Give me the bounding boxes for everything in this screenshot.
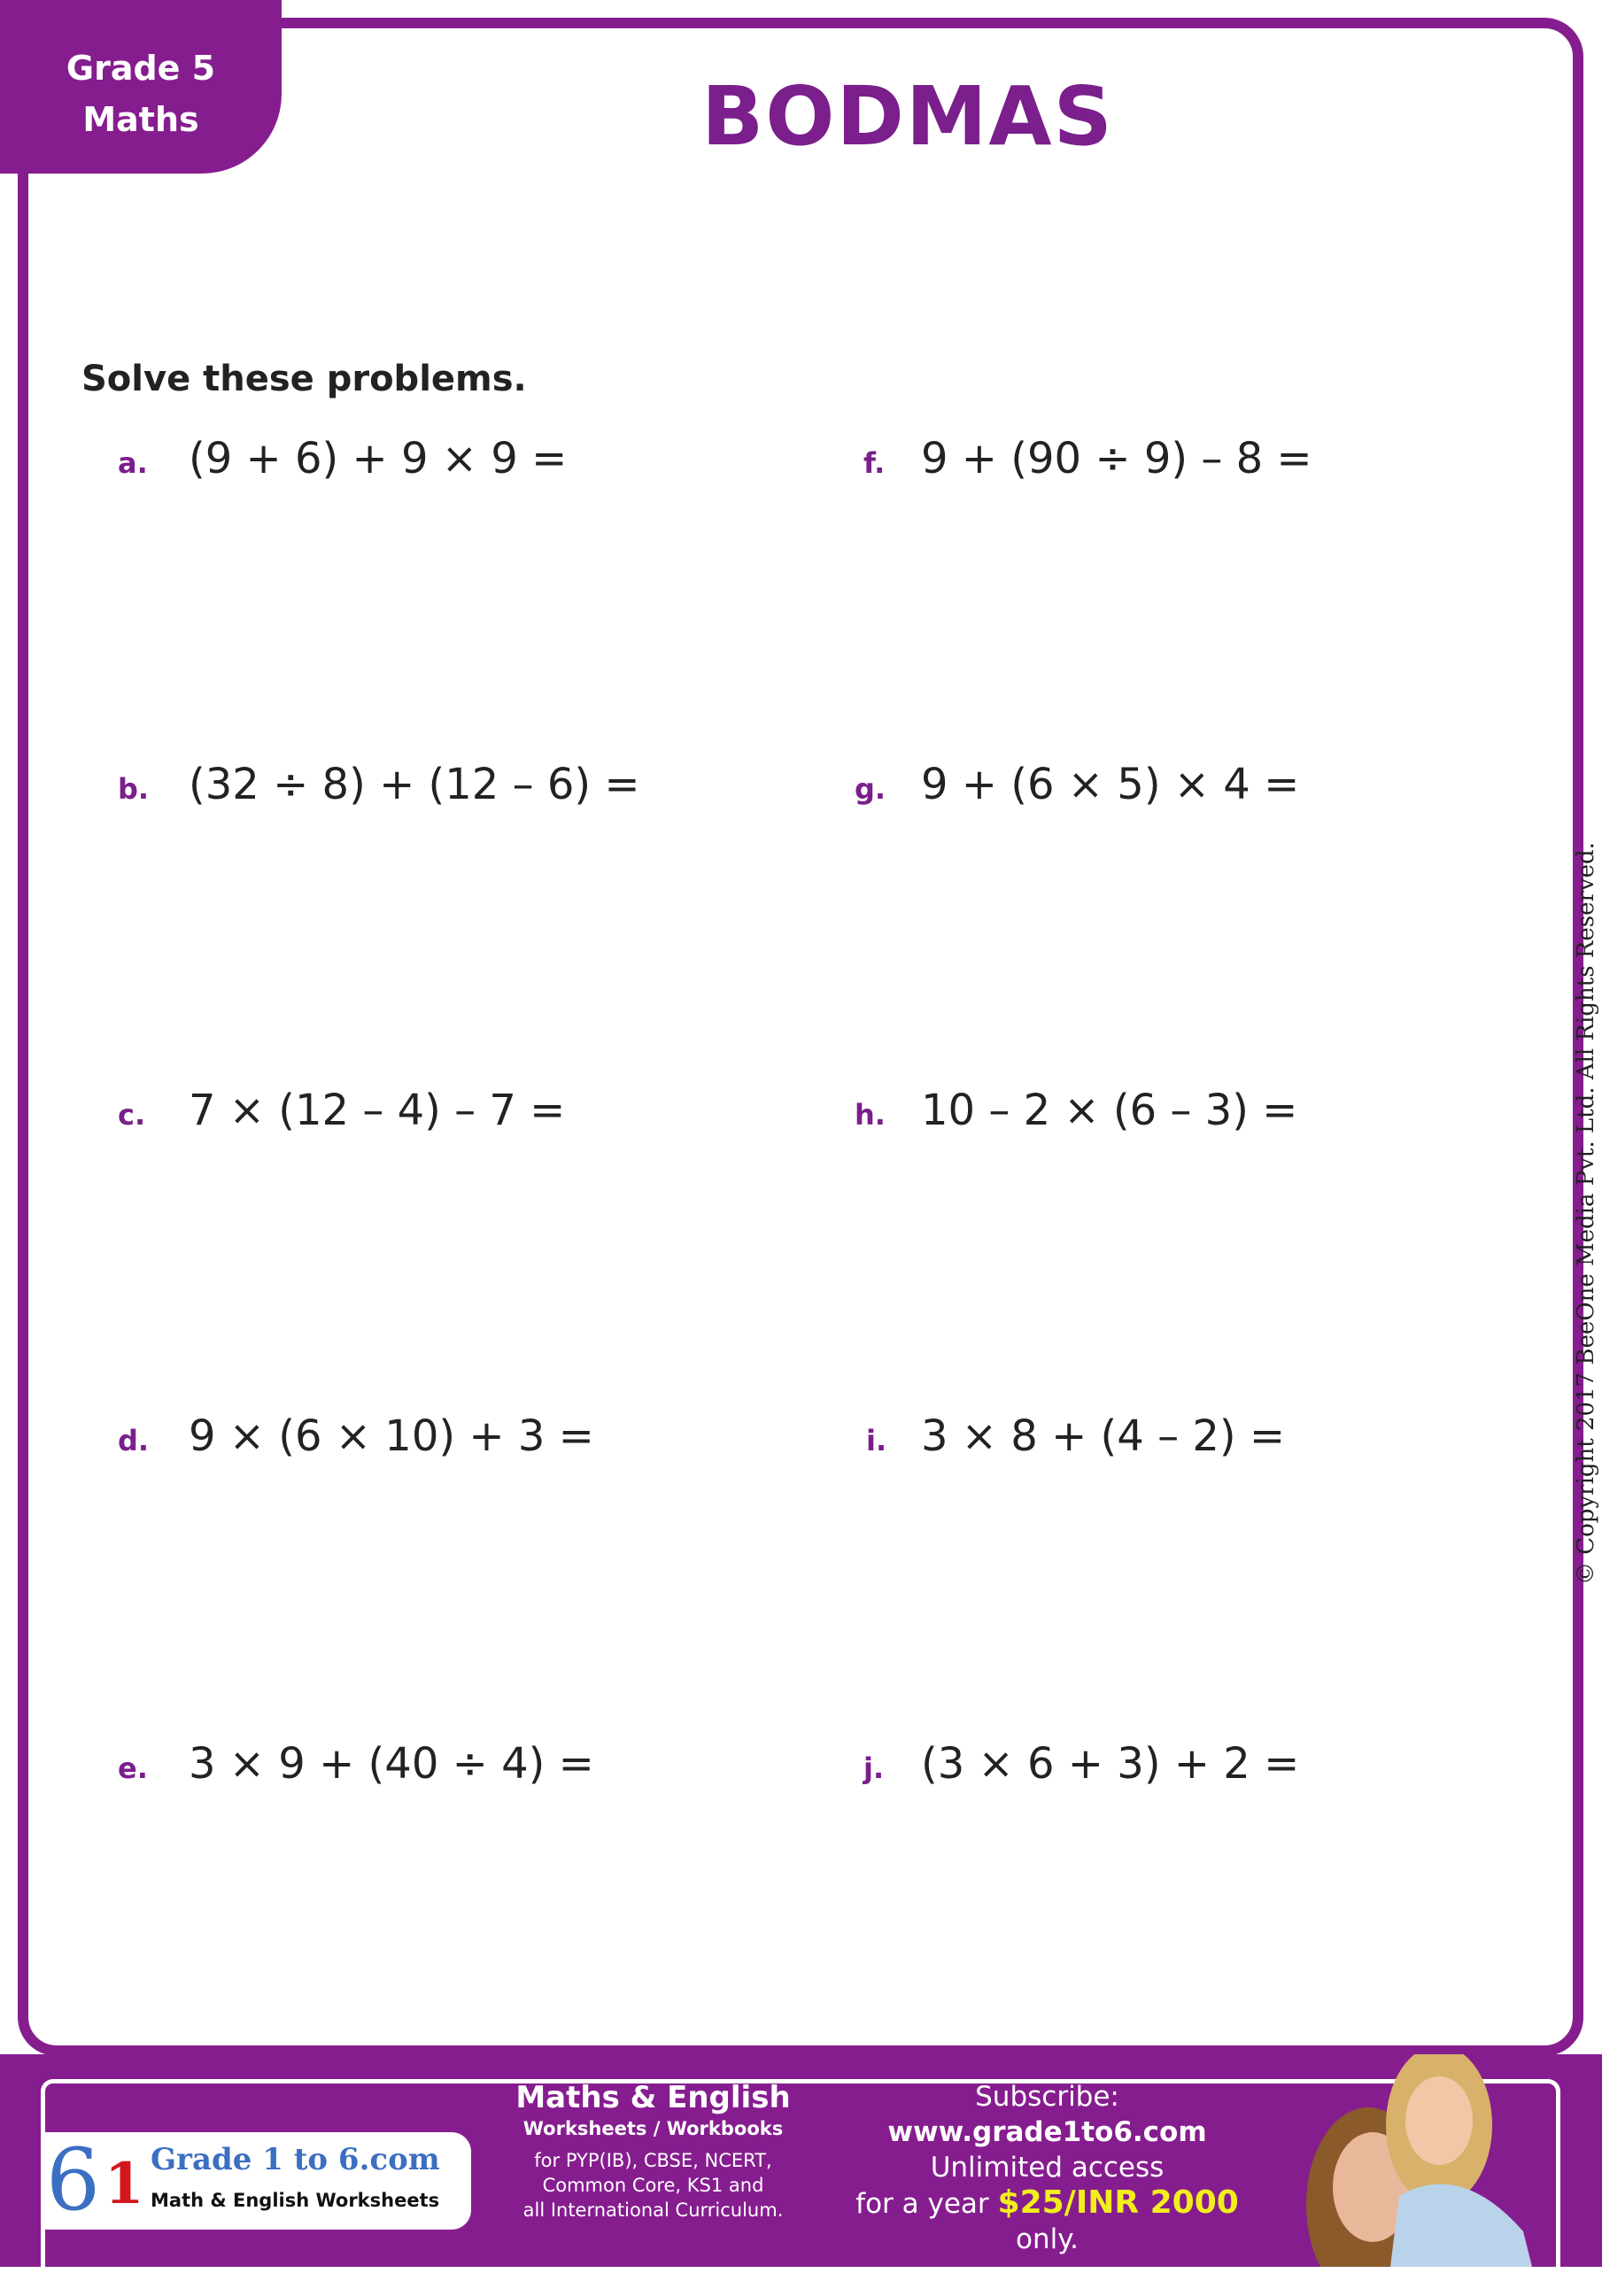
subscribe-label: Subscribe: bbox=[975, 2081, 1119, 2113]
problem-expression: 3 × 8 + (4 – 2) = bbox=[921, 1411, 1286, 1461]
curriculum-line: Common Core, KS1 and bbox=[542, 2175, 764, 2196]
subject-label: Maths bbox=[82, 100, 199, 139]
problem-expression: (9 + 6) + 9 × 9 = bbox=[189, 434, 568, 483]
problem-b bbox=[118, 760, 640, 809]
problem-expression: (32 ÷ 8) + (12 – 6) = bbox=[189, 760, 640, 809]
problem-h bbox=[855, 1086, 1297, 1135]
problem-expression: 7 × (12 – 4) – 7 = bbox=[189, 1086, 566, 1135]
problem-expression: 3 × 9 + (40 ÷ 4) = bbox=[189, 1739, 594, 1789]
problem-a bbox=[118, 434, 567, 483]
problem-e bbox=[118, 1739, 594, 1789]
problem-expression: 9 + (6 × 5) × 4 = bbox=[921, 760, 1300, 809]
logo-name: Grade 1 to 6.com bbox=[151, 2142, 440, 2177]
access-text: Unlimited access bbox=[930, 2152, 1165, 2184]
problem-expression: (3 × 6 + 3) + 2 = bbox=[921, 1739, 1300, 1789]
site-url-link[interactable]: www.grade1to6.com bbox=[887, 2116, 1207, 2148]
problem-label: h. bbox=[855, 1098, 886, 1132]
logo-tagline: Math & English Worksheets bbox=[151, 2190, 440, 2211]
problem-label: i. bbox=[866, 1424, 887, 1457]
problem-label: g. bbox=[855, 772, 886, 806]
curriculum-line: all International Curriculum. bbox=[522, 2199, 784, 2221]
problem-label: d. bbox=[118, 1424, 150, 1457]
copyright-notice: © Copyright 2017 BeeOne Media Pvt. Ltd. All Rights Reserved. bbox=[1573, 842, 1599, 1585]
grade-label: Grade 5 bbox=[66, 49, 216, 88]
problem-expression: 10 – 2 × (6 – 3) = bbox=[921, 1086, 1298, 1135]
problem-label: b. bbox=[118, 772, 150, 806]
price-line bbox=[828, 2185, 1266, 2257]
problem-label: f. bbox=[863, 446, 886, 480]
footer-heading: Maths & English bbox=[515, 2080, 791, 2115]
problem-expression: 9 × (6 × 10) + 3 = bbox=[189, 1411, 594, 1461]
footer-banner bbox=[0, 2054, 1602, 2267]
footer-product-info bbox=[483, 2079, 824, 2223]
logo-six-glyph: 6 bbox=[46, 2130, 101, 2230]
problem-label: j. bbox=[863, 1751, 885, 1785]
problem-label: a. bbox=[118, 446, 148, 480]
subscribe-info bbox=[828, 2079, 1266, 2257]
problem-i bbox=[866, 1411, 1285, 1461]
price: $25/INR 2000 bbox=[997, 2184, 1239, 2221]
logo-one-glyph: 1 bbox=[104, 2151, 144, 2217]
problem-j bbox=[863, 1739, 1299, 1789]
problem-d bbox=[118, 1411, 594, 1461]
curriculum-line: for PYP(IB), CBSE, NCERT, bbox=[534, 2150, 772, 2171]
problem-expression: 9 + (90 ÷ 9) – 8 = bbox=[921, 434, 1312, 483]
instructions: Solve these problems. bbox=[81, 359, 527, 399]
price-prefix: for a year bbox=[855, 2188, 989, 2220]
footer-subheading: Worksheets / Workbooks bbox=[522, 2118, 784, 2139]
price-suffix: only. bbox=[1015, 2223, 1079, 2255]
page-title: BODMAS bbox=[701, 69, 1114, 164]
problem-c bbox=[118, 1086, 565, 1135]
problem-f bbox=[863, 434, 1312, 483]
family-photo bbox=[1284, 2054, 1550, 2267]
site-logo[interactable] bbox=[41, 2132, 471, 2230]
problem-label: c. bbox=[118, 1098, 146, 1132]
problem-label: e. bbox=[118, 1751, 148, 1785]
problem-g bbox=[855, 760, 1299, 809]
